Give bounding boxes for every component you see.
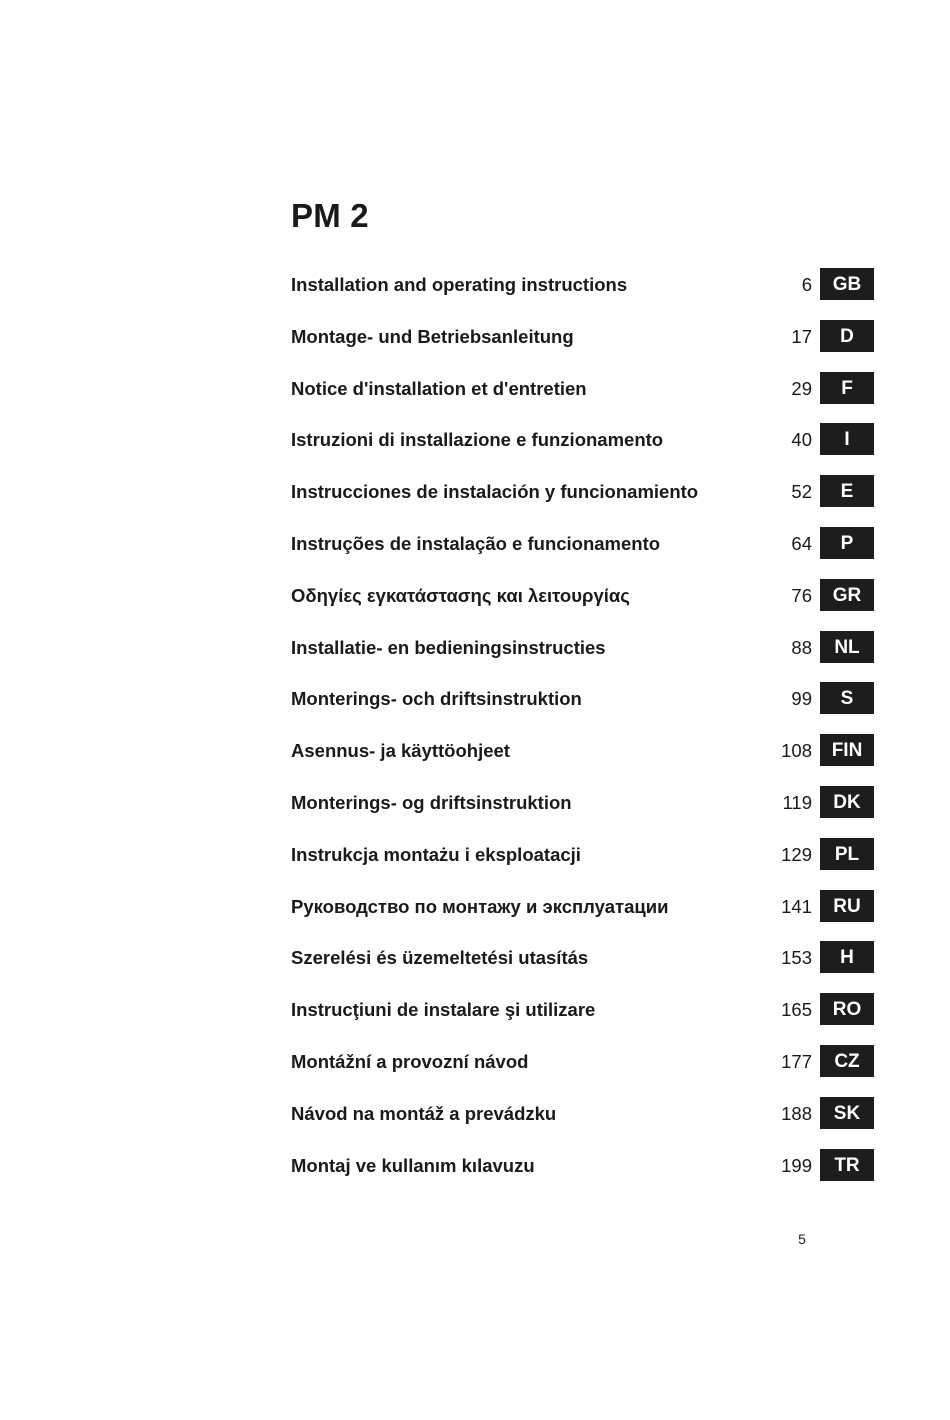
- toc-entry-title: Monterings- och driftsinstruktion: [291, 688, 582, 710]
- toc-entry: [291, 838, 875, 890]
- toc-entry-title: Návod na montáž a prevádzku: [291, 1102, 557, 1124]
- language-code-badge: FIN: [820, 734, 874, 766]
- document-title: PM 2: [291, 197, 369, 234]
- toc-entry: [291, 786, 875, 838]
- toc-entry: [291, 527, 875, 579]
- toc-entry-page: 153: [781, 947, 812, 969]
- toc-entry-page: 119: [782, 791, 812, 813]
- language-code-badge: D: [820, 320, 874, 352]
- language-code-badge: SK: [820, 1097, 874, 1129]
- language-code-badge: F: [820, 372, 874, 404]
- toc-entry-page: 88: [791, 636, 812, 658]
- toc-entry-page: 199: [781, 1154, 812, 1176]
- language-code-badge: E: [820, 475, 874, 507]
- toc-entry-title: Οδηγίες εγκατάστασης και λειτουργίας: [291, 584, 630, 606]
- toc-entry-page: 99: [791, 688, 812, 710]
- language-code-badge: RU: [820, 890, 874, 922]
- table-of-contents: [291, 268, 875, 1200]
- toc-entry: [291, 682, 875, 734]
- toc-entry-page: 6: [801, 274, 812, 295]
- language-code-badge: P: [820, 527, 874, 559]
- toc-entry-title: Руководство по монтажу и эксплуатации: [291, 895, 669, 917]
- toc-entry-page: 17: [791, 325, 812, 347]
- toc-entry-title: Notice d'installation et d'entretien: [291, 377, 587, 399]
- toc-entry-page: 129: [781, 843, 812, 865]
- language-code-badge: TR: [820, 1149, 874, 1181]
- language-code-badge: PL: [820, 838, 874, 870]
- language-code-badge: I: [820, 423, 874, 455]
- language-code-badge: GR: [820, 579, 874, 611]
- toc-entry-title: Istruzioni di installazione e funzionamento: [291, 429, 664, 451]
- toc-entry-title: Instrucciones de instalación y funcionamiento: [291, 481, 699, 503]
- toc-entry: [291, 475, 875, 527]
- toc-entry-title: Instruções de instalação e funcionamento: [291, 532, 661, 554]
- toc-entry: [291, 631, 875, 683]
- toc-entry: [291, 1045, 875, 1097]
- toc-entry: [291, 423, 875, 475]
- toc-entry: [291, 1149, 875, 1201]
- toc-entry: [291, 941, 875, 993]
- language-code-badge: CZ: [820, 1045, 874, 1077]
- toc-entry-title: Installation and operating instructions: [291, 274, 628, 295]
- toc-entry: [291, 993, 875, 1045]
- toc-entry: [291, 320, 875, 372]
- toc-entry-page: 40: [791, 429, 812, 451]
- language-code-badge: H: [820, 941, 874, 973]
- toc-entry-title: Installatie- en bedieningsinstructies: [291, 636, 606, 658]
- toc-entry-page: 29: [791, 377, 812, 399]
- language-code-badge: S: [820, 682, 874, 714]
- toc-entry-title: Asennus- ja käyttöohjeet: [291, 740, 510, 762]
- toc-entry-page: 165: [781, 999, 812, 1021]
- toc-entry-title: Monterings- og driftsinstruktion: [291, 791, 572, 813]
- toc-entry: [291, 1097, 875, 1149]
- toc-entry-title: Instrukcja montażu i eksploatacji: [291, 843, 581, 865]
- toc-entry: [291, 734, 875, 786]
- toc-entry-title: Montage- und Betriebsanleitung: [291, 325, 574, 347]
- toc-entry-title: Montaj ve kullanım kılavuzu: [291, 1154, 535, 1176]
- toc-entry-page: 76: [791, 584, 812, 606]
- toc-entry-page: 177: [781, 1050, 812, 1072]
- toc-entry-page: 52: [791, 481, 812, 503]
- toc-entry-title: Montážní a provozní návod: [291, 1050, 529, 1072]
- language-code-badge: GB: [820, 268, 874, 300]
- toc-entry: [291, 579, 875, 631]
- page-number: 5: [798, 1231, 806, 1247]
- toc-entry: [291, 890, 875, 942]
- toc-entry-page: 188: [781, 1102, 812, 1124]
- toc-entry-page: 108: [781, 740, 812, 762]
- toc-entry-title: Instrucţiuni de instalare şi utilizare: [291, 999, 596, 1021]
- toc-entry-page: 141: [781, 895, 812, 917]
- toc-entry-title: Szerelési és üzemeltetési utasítás: [291, 947, 589, 969]
- toc-entry: [291, 372, 875, 424]
- language-code-badge: DK: [820, 786, 874, 818]
- language-code-badge: NL: [820, 631, 874, 663]
- toc-entry: [291, 268, 875, 320]
- toc-entry-page: 64: [791, 532, 812, 554]
- language-code-badge: RO: [820, 993, 874, 1025]
